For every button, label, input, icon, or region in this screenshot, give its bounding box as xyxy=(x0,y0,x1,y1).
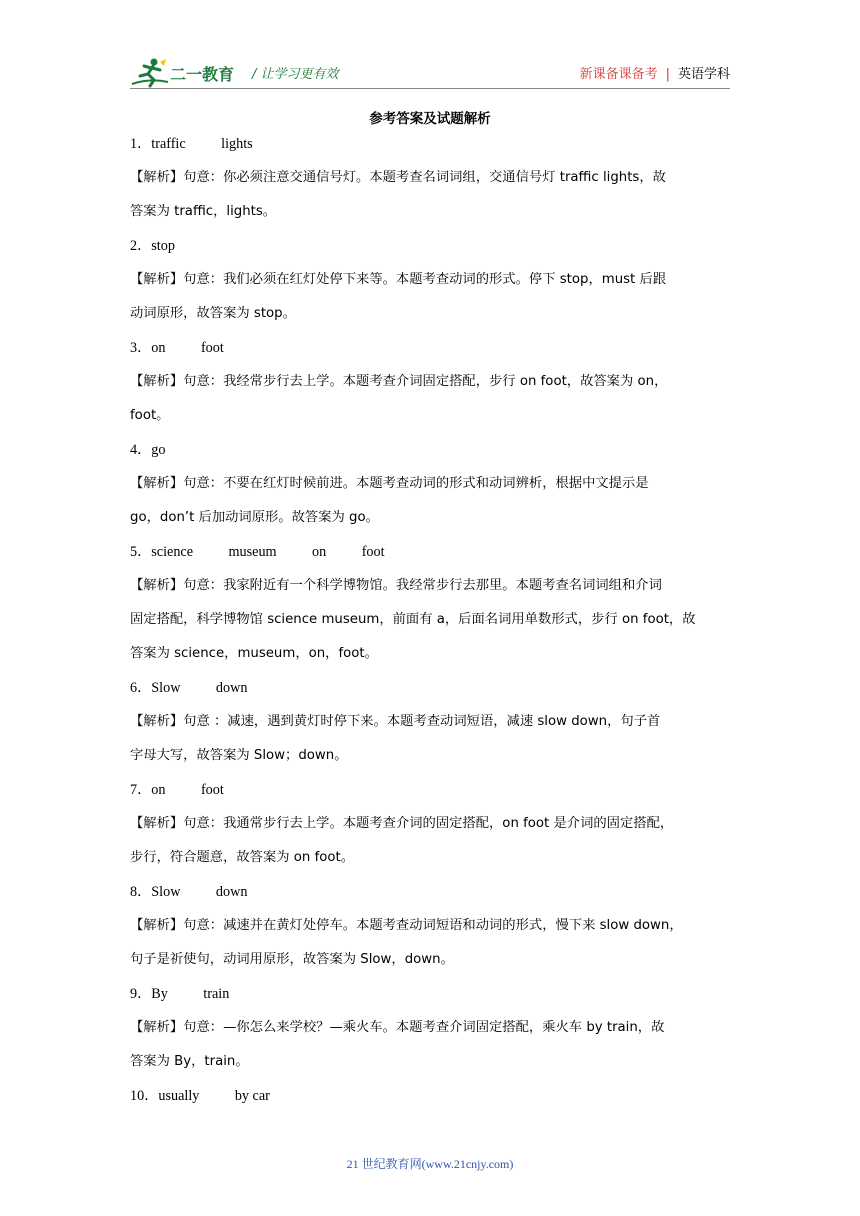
answer-line: 10．usually by car xyxy=(130,1088,270,1104)
explanation-line: 【解析】句意：减速并在黄灯处停车。本题考查动词短语和动词的形式，慢下来 slow down， xyxy=(130,918,683,933)
header-tag-course: 新课备课备考 xyxy=(579,67,658,82)
page-title: 参考答案及试题解析 xyxy=(369,111,491,127)
page-header xyxy=(130,52,730,92)
logo-text: 二一教育 xyxy=(170,65,235,84)
explanation-line: 动词原形，故答案为 stop。 xyxy=(130,306,296,321)
answer-line: 8．Slow down xyxy=(130,884,248,900)
explanation-line: 句子是祈使句，动词用原形，故答案为 Slow，down。 xyxy=(130,952,454,967)
explanation-line: go，don’t 后加动词原形。故答案为 go。 xyxy=(130,510,379,525)
header-tag-subject: 英语学科 xyxy=(677,67,730,82)
slogan: / 让学习更有效 xyxy=(252,67,339,82)
answer-line: 1．traffic lights xyxy=(130,136,253,152)
explanation-line: 【解析】句意：你必须注意交通信号灯。本题考查名词词组，交通信号灯 traffic lights，故 xyxy=(130,170,666,185)
answer-line: 4．go xyxy=(130,442,166,458)
answer-line: 9．By train xyxy=(130,986,230,1002)
answer-line: 6．Slow down xyxy=(130,680,248,696)
answer-line: 2．stop xyxy=(130,238,175,254)
explanation-line: 步行，符合题意，故答案为 on foot。 xyxy=(130,850,355,865)
explanation-line: 【解析】句意：我家附近有一个科学博物馆。我经常步行去那里。本题考查名词词组和介词 xyxy=(130,578,662,593)
explanation-line: foot。 xyxy=(130,408,170,423)
explanation-line: 【解析】句意：我们必须在红灯处停下来等。本题考查动词的形式。停下 stop，must 后跟 xyxy=(130,272,667,287)
answer-line: 5．science museum on foot xyxy=(130,544,385,560)
explanation-line: 【解析】句意：不要在红灯时候前进。本题考查动词的形式和动词辨析，根据中文提示是 xyxy=(130,476,649,491)
explanation-line: 答案为 By，train。 xyxy=(130,1054,249,1069)
explanation-line: 【解析】句意：我通常步行去上学。本题考查介词的固定搭配，on foot 是介词的固定搭配， xyxy=(130,816,674,831)
explanation-line: 字母大写，故答案为 Slow；down。 xyxy=(130,748,348,763)
explanation-line: 固定搭配，科学博物馆 science museum，前面有 a，后面名词用单数形式，步行 on foot，故 xyxy=(130,612,696,627)
explanation-line: 【解析】句意 ：减速，遇到黄灯时停下来。本题考查动词短语，减速 slow down，句子首 xyxy=(130,714,661,729)
explanation-line: 答案为 traffic，lights。 xyxy=(130,204,277,219)
header-right xyxy=(580,63,730,82)
answer-line: 3．on foot xyxy=(130,340,224,356)
explanation-line: 【解析】句意：—你怎么来学校？—乘火车。本题考查介词固定搭配，乘火车 by train，故 xyxy=(130,1020,665,1035)
explanation-line: 答案为 science，museum，on，foot。 xyxy=(130,646,378,661)
answer-list xyxy=(130,132,730,1118)
header-separator: | xyxy=(665,67,670,82)
answer-line: 7．on foot xyxy=(130,782,224,798)
header-divider xyxy=(130,88,730,89)
footer-source: 21 世纪教育网(www.21cnjy.com) xyxy=(346,1157,514,1171)
explanation-line: 【解析】句意：我经常步行去上学。本题考查介词固定搭配，步行 on foot，故答案为 on， xyxy=(130,374,668,389)
